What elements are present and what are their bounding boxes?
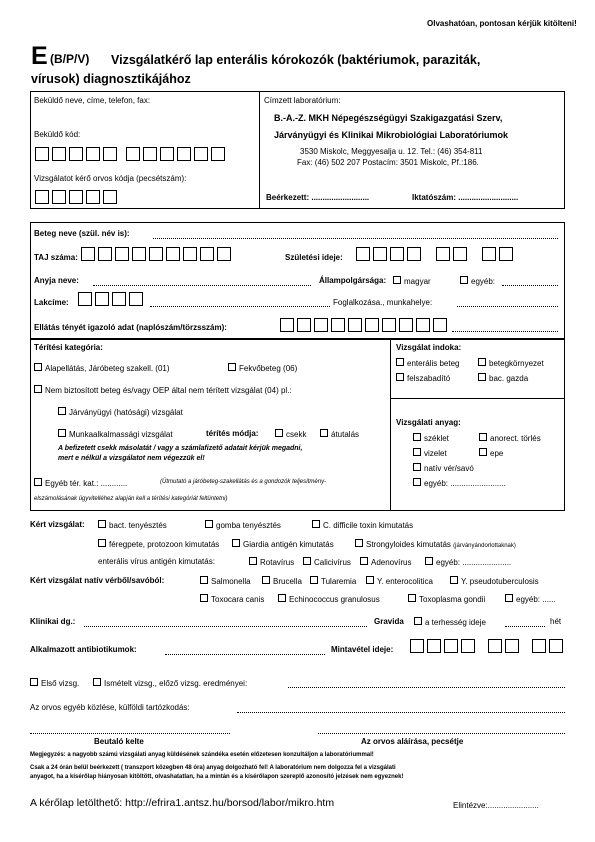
- doctor-code-box[interactable]: [103, 190, 117, 204]
- sample-rectal[interactable]: anorect. törlés: [479, 433, 541, 443]
- taj-label: TAJ száma:: [34, 253, 78, 262]
- care-box[interactable]: [297, 318, 311, 332]
- ypseudo-checkbox[interactable]: [450, 576, 458, 584]
- salmonella-checkbox[interactable]: [200, 576, 208, 584]
- sampling-label: Mintavétel ideje:: [331, 645, 394, 654]
- note-3: anyagot, ha a kísérőlap hiányosan kitöltött, olvashatatlan, ha a mintán és a kísérőlapon szereplő azonosító jelzések nem egyeznek!: [30, 774, 404, 780]
- payment-other-note-2: elszámolásának ügyvitelléhez alapján kell a térítési kategóriát feltüntetni): [34, 496, 228, 502]
- release-checkbox[interactable]: [396, 373, 404, 381]
- doctor-code-boxes[interactable]: [35, 190, 120, 204]
- requested-tests-label: Kért vizsgálat:: [30, 520, 85, 529]
- citizenship-other-field[interactable]: [502, 285, 558, 286]
- pregnancy-week-field[interactable]: [505, 626, 545, 627]
- sampling-box[interactable]: [532, 639, 546, 653]
- cdiff-checkbox[interactable]: [312, 520, 320, 528]
- sample-other[interactable]: egyéb: .........................: [413, 478, 506, 488]
- rotavirus-checkbox[interactable]: [249, 557, 257, 565]
- echinococcus-checkbox[interactable]: [278, 594, 286, 602]
- sero-other[interactable]: egyéb: ......: [505, 594, 556, 604]
- lab-name-1: B.-A.-Z. MKH Népegészségügyi Szakigazgatási Szerv,: [274, 113, 503, 123]
- care-box[interactable]: [365, 318, 379, 332]
- sampling-box[interactable]: [444, 639, 458, 653]
- sampling-box[interactable]: [427, 639, 441, 653]
- job-label: Foglalkozása., munkahelye:: [333, 298, 433, 307]
- care-box[interactable]: [416, 318, 430, 332]
- indication-environment[interactable]: betegkörnyezet: [478, 358, 544, 368]
- payment-inpatient[interactable]: Fekvőbeteg (06): [228, 363, 297, 373]
- first-exam[interactable]: Első vizsg.: [30, 678, 79, 688]
- sample-stool[interactable]: széklet: [413, 433, 449, 443]
- clinical-dg-label: Klinikai dg.:: [30, 617, 76, 626]
- antibiotics-label: Alkalmazott antibiotikumok:: [30, 645, 137, 654]
- taj-box[interactable]: [217, 247, 231, 261]
- bile-checkbox[interactable]: [479, 448, 487, 456]
- enteral-checkbox[interactable]: [396, 358, 404, 366]
- payment-transfer[interactable]: átutalás: [320, 429, 359, 439]
- payment-non-insured[interactable]: Nem biztosított beteg és/vagy OEP által nem térített vizsgálat (04) pl.:: [34, 385, 292, 395]
- birth-box[interactable]: [373, 247, 387, 261]
- repeat-exam[interactable]: Ismételt vizsg., előző vizsg. eredményei:: [93, 678, 247, 688]
- taj-boxes[interactable]: [81, 247, 234, 261]
- sero-toxoplasma[interactable]: Toxoplasma gondii: [408, 594, 485, 604]
- sender-code-box[interactable]: [86, 147, 100, 161]
- sero-brucella[interactable]: Brucella: [262, 576, 302, 586]
- first-exam-checkbox[interactable]: [30, 678, 38, 686]
- toxocara-checkbox[interactable]: [200, 594, 208, 602]
- sero-toxocara[interactable]: Toxocara canis: [200, 594, 264, 604]
- citizenship-hungarian[interactable]: magyar: [393, 276, 431, 286]
- sero-salmonella[interactable]: Salmonella: [200, 576, 251, 586]
- test-adenovirus[interactable]: Adenovírus: [360, 557, 411, 567]
- payment-label: Térítési kategória:: [34, 343, 103, 352]
- indication-enteral[interactable]: enterális beteg: [396, 358, 459, 368]
- repeat-exam-checkbox[interactable]: [93, 678, 101, 686]
- sample-native[interactable]: natív vér/savó: [413, 463, 474, 473]
- indication-label: Vizsgálat indoka:: [396, 343, 462, 352]
- environment-checkbox[interactable]: [478, 358, 486, 366]
- antibiotics-field[interactable]: [165, 654, 325, 655]
- care-box[interactable]: [331, 318, 345, 332]
- sender-code-box[interactable]: [177, 147, 191, 161]
- birth-box[interactable]: [453, 247, 467, 261]
- sampling-box[interactable]: [461, 639, 475, 653]
- payment-outpatient[interactable]: Alapellátás, Járóbeteg szakell. (01): [34, 363, 170, 373]
- note-1: Megjegyzés: a nagyobb számú vizsgálati anyag küldésének szándéka esetén előzetesen konzultáljon a laboratóriummal!: [30, 752, 374, 758]
- sender-code-box[interactable]: [160, 147, 174, 161]
- taj-box[interactable]: [81, 247, 95, 261]
- sampling-box[interactable]: [549, 639, 563, 653]
- birth-box[interactable]: [356, 247, 370, 261]
- previous-results-field[interactable]: [288, 687, 565, 688]
- test-strongyloides[interactable]: Strongyloides kimutatás (járványándorlottaknak): [355, 539, 516, 549]
- referral-date-label: Beutaló kelte: [94, 737, 144, 746]
- sampling-box[interactable]: [505, 639, 519, 653]
- other-payment-checkbox[interactable]: [34, 478, 42, 486]
- fungal-checkbox[interactable]: [205, 520, 213, 528]
- address-label: Lakcíme:: [34, 298, 69, 307]
- doctor-code-box[interactable]: [69, 190, 83, 204]
- handled-field[interactable]: Elintézve:.......................: [453, 801, 539, 810]
- lab-label: Címzett laboratórium:: [264, 96, 341, 105]
- zip-box[interactable]: [112, 292, 126, 306]
- sender-code-box[interactable]: [211, 147, 225, 161]
- care-boxes[interactable]: [280, 318, 450, 332]
- other-notes-label: Az orvos egyéb közlése, külföldi tartózkodás:: [30, 703, 190, 712]
- zip-boxes[interactable]: [78, 292, 146, 306]
- doctor-sign-label: Az orvos aláírása, pecsétje: [361, 737, 464, 746]
- zip-box[interactable]: [95, 292, 109, 306]
- indication-release[interactable]: felszabadító: [396, 373, 450, 383]
- sender-code-box[interactable]: [143, 147, 157, 161]
- lab-address-2: Fax: (46) 502 207 Postacím: 3501 Miskolc, Pf.:186.: [297, 158, 479, 167]
- doctor-code-box[interactable]: [35, 190, 49, 204]
- tularemia-checkbox[interactable]: [310, 576, 318, 584]
- sender-code-box[interactable]: [194, 147, 208, 161]
- payment-occupational[interactable]: Munkaalkalmassági vizsgálat: [58, 429, 173, 439]
- doctor-sign-field[interactable]: [318, 733, 565, 734]
- doctor-code-box[interactable]: [86, 190, 100, 204]
- test-virus-other[interactable]: egyéb: ......................: [425, 557, 511, 567]
- gravida-label: Gravida: [374, 617, 404, 626]
- lab-address-1: 3530 Miskolc, Meggyesalja u. 12. Tel.: (46) 354-811: [300, 147, 483, 156]
- yenterocolitica-checkbox[interactable]: [366, 576, 374, 584]
- lab-name-2: Járványügyi és Klinikai Mikrobiológiai Laboratóriumok: [274, 130, 509, 140]
- zip-box[interactable]: [78, 292, 92, 306]
- other-notes-field[interactable]: [237, 712, 565, 713]
- birth-box[interactable]: [390, 247, 404, 261]
- doctor-code-box[interactable]: [52, 190, 66, 204]
- other-citizenship-checkbox[interactable]: [460, 276, 468, 284]
- native-checkbox[interactable]: [413, 463, 421, 471]
- giardia-checkbox[interactable]: [232, 539, 240, 547]
- sero-echinococcus[interactable]: Echinococcus granulosus: [278, 594, 380, 604]
- download-link[interactable]: A kérőlap letölthető: http://efrira1.antsz.hu/borsod/labor/mikro.htm: [30, 797, 335, 809]
- received-field[interactable]: Beérkezett: ..........................: [266, 193, 370, 202]
- care-box[interactable]: [348, 318, 362, 332]
- citizenship-other[interactable]: egyéb:: [460, 276, 495, 286]
- taj-box[interactable]: [183, 247, 197, 261]
- calicivirus-checkbox[interactable]: [303, 557, 311, 565]
- test-parasite[interactable]: féregpete, protozoon kimutatás: [98, 539, 219, 549]
- sender-code-box[interactable]: [52, 147, 66, 161]
- mother-label: Anyja neve:: [34, 276, 79, 285]
- sender-code-boxes[interactable]: [35, 147, 228, 161]
- sampling-boxes[interactable]: [410, 639, 566, 653]
- legible-note: Olvashatóan, pontosan kérjük kitölteni!: [427, 19, 577, 28]
- sender-code-box[interactable]: [69, 147, 83, 161]
- birth-box[interactable]: [482, 247, 496, 261]
- care-box[interactable]: [399, 318, 413, 332]
- sample-urine[interactable]: vizelet: [413, 448, 447, 458]
- pregnancy-checkbox[interactable]: [414, 617, 422, 625]
- doctor-code-label: Vizsgálatot kérő orvos kódja (pecsétszám):: [34, 174, 187, 183]
- payment-note-1: A befizetett csekk másolatát / vagy a számlafizető adatait kérjük megadni,: [58, 445, 303, 452]
- sampling-box[interactable]: [488, 639, 502, 653]
- taj-box[interactable]: [115, 247, 129, 261]
- transfer-checkbox[interactable]: [320, 429, 328, 437]
- payment-note-2: mert e nélkül a vizsgálatot nem végezzük el!: [58, 455, 205, 462]
- patient-name-field[interactable]: [153, 238, 558, 239]
- referral-date-field[interactable]: [30, 733, 230, 734]
- birth-box[interactable]: [436, 247, 450, 261]
- taj-box[interactable]: [166, 247, 180, 261]
- patient-name-label: Beteg neve (szül. név is):: [34, 229, 130, 238]
- form-title-1: Vizsgálatkérő lap enterális kórokozók (baktériumok, paraziták,: [111, 53, 481, 67]
- sero-ypseudo[interactable]: Y. pseudotuberculosis: [450, 576, 539, 586]
- care-label: Ellátás tényét igazoló adat (naplószám/törzsszám):: [34, 323, 227, 332]
- zip-box[interactable]: [129, 292, 143, 306]
- sender-code-box[interactable]: [35, 147, 49, 161]
- rectal-checkbox[interactable]: [479, 433, 487, 441]
- test-cdiff[interactable]: C. difficile toxin kimutatás: [312, 520, 413, 530]
- sero-other-checkbox[interactable]: [505, 594, 513, 602]
- payment-epidemic[interactable]: Járványügyi (hatósági) vizsgálat: [58, 407, 183, 417]
- test-calicivirus[interactable]: Calicivírus: [303, 557, 351, 567]
- form-letter: E: [31, 42, 48, 70]
- sample-bile[interactable]: epe: [479, 448, 503, 458]
- form-code: (B/P/V): [50, 52, 90, 66]
- taj-box[interactable]: [200, 247, 214, 261]
- citizenship-label: Állampolgársága:: [319, 276, 387, 285]
- sampling-box[interactable]: [410, 639, 424, 653]
- parasite-checkbox[interactable]: [98, 539, 106, 547]
- care-box[interactable]: [314, 318, 328, 332]
- inpatient-checkbox[interactable]: [228, 363, 236, 371]
- test-rotavirus[interactable]: Rotavírus: [249, 557, 294, 567]
- test-fungal[interactable]: gomba tenyésztés: [205, 520, 281, 530]
- mother-name-field[interactable]: [93, 285, 311, 286]
- sero-tularemia[interactable]: Tularemia: [310, 576, 356, 586]
- serology-label: Kért vizsgálat natív vérből/savóból:: [30, 576, 165, 585]
- birth-label: Születési ideje:: [285, 253, 343, 262]
- taj-box[interactable]: [132, 247, 146, 261]
- birth-box[interactable]: [499, 247, 513, 261]
- virus-other-checkbox[interactable]: [425, 557, 433, 565]
- strongyloides-checkbox[interactable]: [355, 539, 363, 547]
- pregnancy-option[interactable]: a terhesség ideje: [414, 617, 486, 627]
- virus-prefix: enterális vírus antigén kimutatás:: [98, 557, 215, 566]
- indication-carrier[interactable]: bac. gazda: [478, 373, 528, 383]
- hungarian-checkbox[interactable]: [393, 276, 401, 284]
- taj-box[interactable]: [149, 247, 163, 261]
- payment-method-label: térítés módja:: [206, 429, 259, 438]
- sender-code-label: Beküldő kód:: [34, 130, 81, 139]
- toxoplasma-checkbox[interactable]: [408, 594, 416, 602]
- adenovirus-checkbox[interactable]: [360, 557, 368, 565]
- sender-name-label: Beküldő neve, címe, telefon, fax:: [34, 96, 151, 105]
- check-checkbox[interactable]: [275, 429, 283, 437]
- sero-yenterocolitica[interactable]: Y. enterocolitica: [366, 576, 433, 586]
- sender-code-box[interactable]: [103, 147, 117, 161]
- sender-code-box[interactable]: [126, 147, 140, 161]
- payment-other[interactable]: Egyéb tér. kat.: ............: [34, 478, 127, 488]
- stool-checkbox[interactable]: [413, 433, 421, 441]
- form-title-2: vírusok) diagnosztikájához: [31, 72, 191, 86]
- sample-label: Vizsgálati anyag:: [396, 418, 461, 427]
- note-2: Csak a 24 órán belül beérkezett ( transzport közegben 48 óra) anyag dolgozható fel! A laboratórium nem dolgozza fel a vizsgálati: [30, 765, 396, 771]
- brucella-checkbox[interactable]: [262, 576, 270, 584]
- care-box[interactable]: [280, 318, 294, 332]
- birth-box[interactable]: [407, 247, 421, 261]
- culture-checkbox[interactable]: [98, 520, 106, 528]
- non-insured-checkbox[interactable]: [34, 385, 42, 393]
- urine-checkbox[interactable]: [413, 448, 421, 456]
- test-giardia[interactable]: Giardia antigén kimutatás: [232, 539, 334, 549]
- birth-boxes[interactable]: [356, 247, 516, 261]
- week-label: hét: [550, 617, 562, 626]
- care-extra-field[interactable]: [452, 331, 558, 332]
- care-box[interactable]: [433, 318, 447, 332]
- sample-other-checkbox[interactable]: [413, 478, 421, 486]
- outpatient-checkbox[interactable]: [34, 363, 42, 371]
- care-box[interactable]: [382, 318, 396, 332]
- test-culture[interactable]: bact. tenyésztés: [98, 520, 167, 530]
- epidemic-checkbox[interactable]: [58, 407, 66, 415]
- occupational-checkbox[interactable]: [58, 429, 66, 437]
- taj-box[interactable]: [98, 247, 112, 261]
- job-field[interactable]: [457, 306, 558, 307]
- clinical-dg-field[interactable]: [84, 626, 367, 627]
- address-field[interactable]: [150, 306, 330, 307]
- registry-field[interactable]: Iktatószám: ...........................: [412, 193, 519, 202]
- payment-other-note-1: (Útmutató a járóbeteg-szakellátás és a gondozók teljesítmény-: [160, 479, 327, 485]
- carrier-checkbox[interactable]: [478, 373, 486, 381]
- payment-check[interactable]: csekk: [275, 429, 306, 439]
